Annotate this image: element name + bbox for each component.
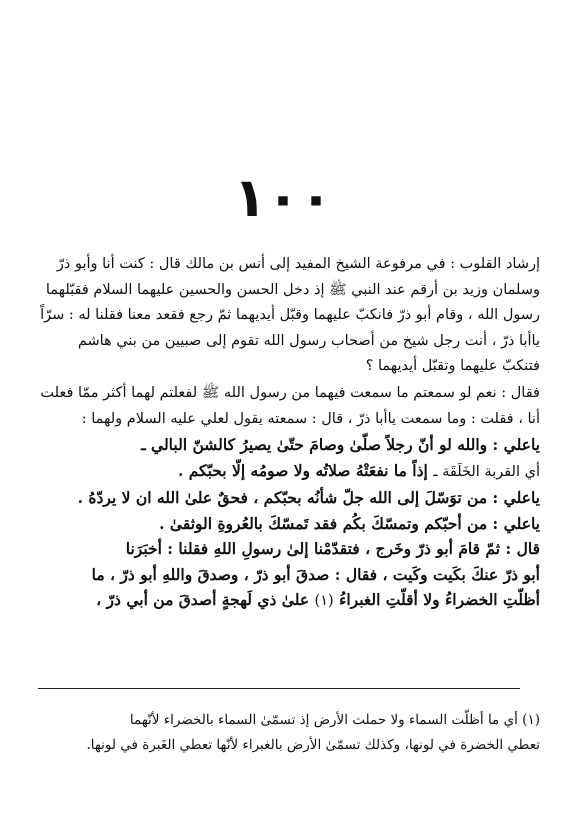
text-line: وسلمان وزيد بن أرقم عند النبي ﷺ إذ دخل الحسن والحسين عليهما السلام فقبّلهما [45, 281, 540, 298]
paragraph-hadith [40, 381, 540, 615]
text-segment-bold: أظلّتِ الخضراءُ ولا أقلّتِ الغبراءُ [339, 590, 540, 609]
text-line: ياأبا ذرّ ، أنت رجل شيخ من أصحاب رسول الله تقوم إلى صبيين من بني هاشم [77, 332, 540, 349]
text-line-mixed [40, 587, 540, 615]
text-line-bold [40, 432, 540, 458]
footnote [40, 708, 540, 758]
text-line-bold: أبو ذرّ عنكَ بكَيت وكَيت ، فقال : صدقَ أبو ذرّ ، وصدقَ واللهِ أبو ذرّ ، ما [91, 564, 540, 584]
text-line: رسول الله ، وقام أبو ذرّ فانكبّ عليهما وقبّل أيديهما ثمّ رجع فقعد معنا فقلنا له : سرّاً [40, 307, 540, 323]
text-line-bold: ياعلي : من أحبّكم وتمسّكَ بكُم فقد تَمسّكَ بالعُروةِ الوثقىٰ . [159, 513, 540, 533]
footnote-marker: (١) [314, 593, 334, 609]
text-line-mixed [40, 458, 540, 486]
text-segment-gloss: أي القربة الخَلَقَة ـ [433, 463, 540, 480]
text-segment-bold: إذاً ما نفعَتْهُ صلاتُه ولا صومُه إلّا بحبّكم . [177, 460, 428, 480]
text-line-bold: قال : ثمّ قامَ أبو ذرّ وخَرج ، فتقدّمْنا إلىٰ رسولِ اللهِ فقلنا : أخبَرَنا [125, 539, 540, 558]
paragraph-narration [40, 252, 540, 380]
text-segment-bold: ياعلي : والله لو أنّ رجلاً صلّىٰ وصامَ حتّىٰ يصيرُ كالشنّ البالي ـ [141, 435, 540, 454]
text-line-bold: ياعلي : من توَسّلَ إلى الله جلّ شأنُه بحبّكم ، فحقٌ علىٰ الله ان لا يردّهُ . [77, 488, 540, 507]
text-line: إرشاد القلوب : في مرفوعة الشيخ المفيد إلى أنس بن مالك قال : كنت أنا وأبو ذرّ [56, 256, 540, 272]
footnote-line: (١) أي ما أظلّت السماء ولا حملت الأرض إذ تسمّىٰ السماء بالخضراء لأنّهما [129, 712, 540, 728]
text-line: فقال : نعم لو سمعتم ما سمعت فيهما من رسول الله ﷺ لفعلتم لهما أكثر ممّا فعلت [40, 385, 540, 401]
text-line: فتنكبّ عليهما وتقبّل أيديهما ؟ [365, 358, 540, 374]
text-line: أنا ، فقلت : وما سمعت ياأبا ذرّ ، قال : سمعته يقول لعلي عليه السلام ولهما : [81, 410, 540, 427]
text-segment-bold: علىٰ ذي لَهجةٍ أصدقَ من أبي ذرّ ، [96, 590, 310, 609]
footnote-divider [38, 688, 520, 689]
footnote-line: تعطي الخضرة في لونها، وكذلك تسمّىٰ الأرض بالغبراء لأنّها تعطي الغَبرة في لونها. [86, 737, 540, 753]
hadith-number: ١٠٠ [233, 166, 333, 229]
